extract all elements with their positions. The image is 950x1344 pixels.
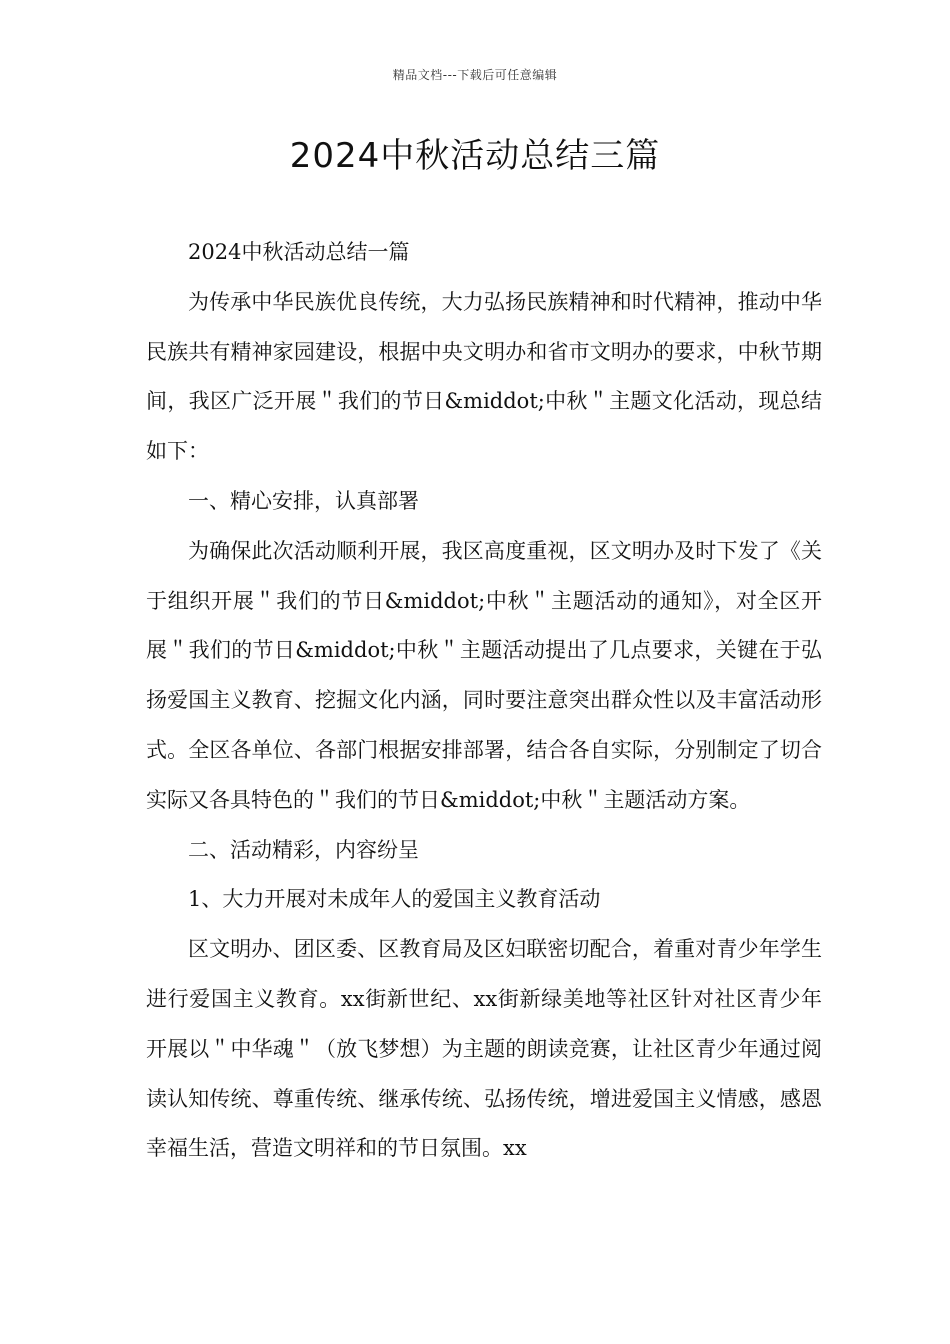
section-heading-arrangement: 一、精心安排，认真部署 [188, 488, 419, 513]
arrangement-paragraph: 为确保此次活动顺利开展，我区高度重视，区文明办及时下发了《关于组织开展＂我们的节日&middot;中秋＂主题活动的通知》，对全区开展＂我们的节日&middot;中秋＂主题活动提出了几点要求，关键在于弘扬爱国主义教育、挖掘文化内涵，同时要注意突出群众性以及丰富活动形式。全区各单位、各部门根据安排部署，结合各自实际，分别制定了切合实际又各具特色的＂我们的节日&middot;中秋＂主题活动方案。 [146, 538, 822, 812]
subsection-heading-patriotic-education: 1、大力开展对未成年人的爱国主义教育活动 [188, 887, 601, 912]
header-note: 精品文档---下载后可任意编辑 [392, 68, 558, 82]
section-heading-part-one: 2024中秋活动总结一篇 [188, 240, 410, 264]
intro-paragraph: 为传承中华民族优良传统，大力弘扬民族精神和时代精神，推动中华民族共有精神家园建设，根据中央文明办和省市文明办的要求，中秋节期间，我区广泛开展＂我们的节日&middot;中秋＂主题文化活动，现总结如下： [146, 289, 822, 464]
patriotic-education-paragraph: 区文明办、团区委、区教育局及区妇联密切配合，着重对青少年学生进行爱国主义教育。xx街新世纪、xx街新绿美地等社区针对社区青少年开展以＂中华魂＂（放飞梦想）为主题的朗读竞赛，让社区青少年通过阅读认知传统、尊重传统、继承传统、弘扬传统，增进爱国主义情感，感恩幸福生活，营造文明祥和的节日氛围。xx [146, 937, 822, 1161]
document-title: 2024中秋活动总结三篇 [289, 136, 661, 176]
document-body [146, 228, 822, 1174]
section-heading-activities: 二、活动精彩，内容纷呈 [188, 837, 419, 862]
